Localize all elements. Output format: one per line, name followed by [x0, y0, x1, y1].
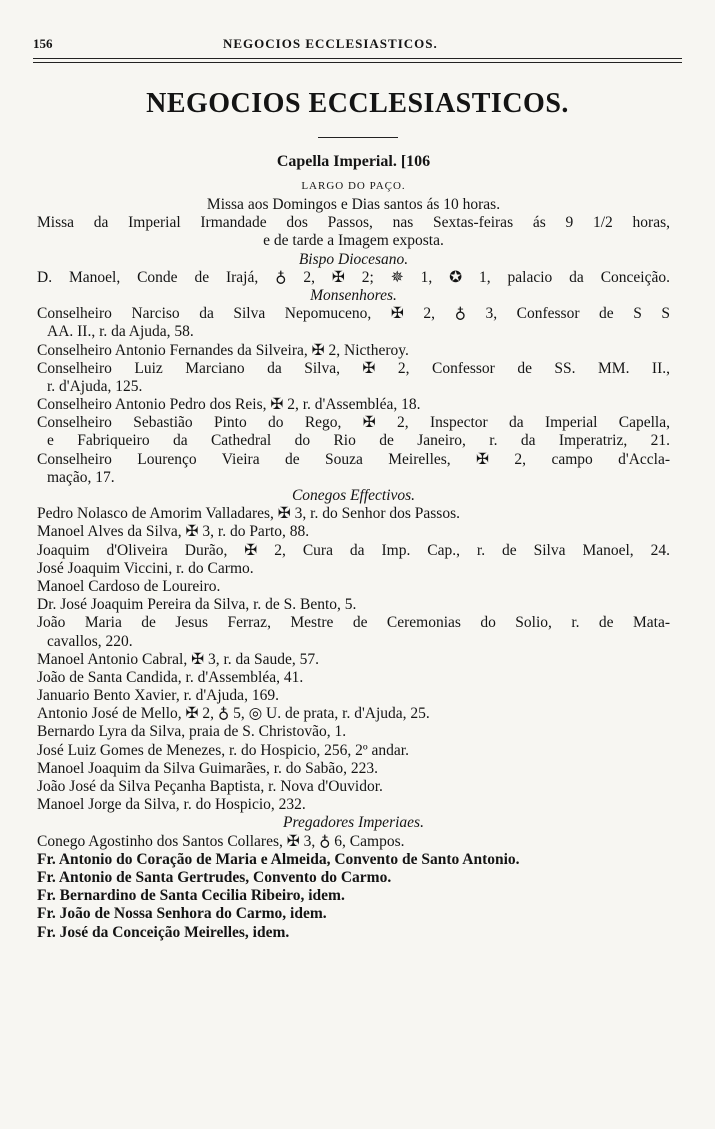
text-line: Fr. Antonio do Coração de Maria e Almeida, Convento de Santo Antonio. [37, 850, 520, 868]
running-title: NEGOCIOS ECCLESIASTICOS. [223, 36, 438, 51]
running-header [33, 36, 682, 56]
text-line: Conego Agostinho dos Santos Collares, ✠ 3, ♁ 6, Campos. [37, 832, 405, 850]
text-line: Conselheiro Lourenço Vieira de Souza Meirelles, ✠ 2, campo d'Accla- [37, 450, 670, 468]
text-line: Bernardo Lyra da Silva, praia de S. Christovão, 1. [37, 723, 347, 741]
text-line: r. d'Ajuda, 125. [47, 377, 143, 395]
subheading-conegos: Conegos Effectivos. [291, 487, 416, 504]
text-line: Fr. Antonio de Santa Gertrudes, Convento do Carmo. [37, 868, 392, 886]
text-line: mação, 17. [47, 468, 115, 486]
text-line: e Fabriqueiro da Cathedral do Rio de Janeiro, r. da Imperatriz, 21. [47, 432, 670, 450]
text-line: João de Santa Candida, r. d'Assembléa, 41. [37, 668, 304, 686]
text-line: Fr. Bernardino de Santa Cecilia Ribeiro, idem. [37, 887, 345, 905]
text-line: D. Manoel, Conde de Irajá, ♁ 2, ✠ 2; ✵ 1, ✪ 1, palacio da Conceição. [37, 268, 670, 286]
text-line: Missa da Imperial Irmandade dos Passos, nas Sextas-feiras ás 9 1/2 horas, [37, 214, 670, 232]
text-line: Manoel Alves da Silva, ✠ 3, r. do Parto, 88. [37, 523, 310, 541]
text-line: Conselheiro Narciso da Silva Nepomuceno, ✠ 2, ♁ 3, Confessor de S S [37, 305, 670, 323]
subheading-monsenhores: Monsenhores. [310, 286, 397, 304]
section-name: Capella Imperial. [106 [276, 153, 431, 170]
text-line: Conselheiro Luiz Marciano da Silva, ✠ 2, Confessor de SS. MM. II., [37, 359, 670, 377]
text-line: Manoel Antonio Cabral, ✠ 3, r. da Saude, 57. [37, 650, 320, 668]
text-line: e de tarde a Imagem exposta. [263, 232, 444, 250]
text-line: João Maria de Jesus Ferraz, Mestre de Ceremonias do Solio, r. de Mata- [37, 614, 670, 632]
header-rule-thin [33, 62, 682, 63]
text-line: Conselheiro Sebastião Pinto do Rego, ✠ 2, Inspector da Imperial Capella, [37, 414, 670, 432]
text-line: José Luiz Gomes de Menezes, r. do Hospicio, 256, 2º andar. [37, 741, 409, 759]
text-line: Manoel Cardoso de Loureiro. [37, 577, 221, 595]
text-line: Pedro Nolasco de Amorim Valladares, ✠ 3, r. do Senhor dos Passos. [37, 505, 460, 523]
section-location: LARGO DO PAÇO. [301, 180, 406, 192]
subheading-bispo: Bispo Diocesano. [298, 250, 409, 268]
text-line: Januario Bento Xavier, r. d'Ajuda, 169. [37, 687, 279, 705]
text-line: Dr. José Joaquim Pereira da Silva, r. de S. Bento, 5. [37, 596, 357, 614]
text-line: Antonio José de Mello, ✠ 2, ♁ 5, ◎ U. de prata, r. d'Ajuda, 25. [37, 705, 430, 723]
text-line: Missa aos Domingos e Dias santos ás 10 horas. [206, 196, 501, 213]
text-line: AA. II., r. da Ajuda, 58. [47, 323, 194, 341]
text-line: José Joaquim Viccini, r. do Carmo. [37, 559, 254, 577]
title-rule [318, 137, 398, 138]
text-line: Manoel Jorge da Silva, r. do Hospicio, 232. [37, 796, 306, 814]
text-line: Fr. José da Conceição Meirelles, idem. [37, 923, 290, 941]
subheading-pregadores: Pregadores Imperiaes. [283, 814, 424, 832]
page-number: 156 [33, 36, 53, 51]
text-line: Fr. João de Nossa Senhora do Carmo, idem. [37, 905, 327, 923]
text-line: Joaquim d'Oliveira Durão, ✠ 2, Cura da Imp. Cap., r. de Silva Manoel, 24. [37, 541, 670, 559]
text-line: Conselheiro Antonio Pedro dos Reis, ✠ 2, r. d'Assembléa, 18. [37, 396, 421, 414]
text-line: Conselheiro Antonio Fernandes da Silveira, ✠ 2, Nictheroy. [37, 341, 409, 359]
text-line: cavallos, 220. [47, 632, 133, 650]
text-line: Manoel Joaquim da Silva Guimarães, r. do Sabão, 223. [37, 759, 378, 777]
body-text [37, 148, 670, 942]
header-rule [33, 58, 682, 59]
text-line: João José da Silva Peçanha Baptista, r. Nova d'Ouvidor. [37, 778, 383, 795]
page-title: NEGOCIOS ECCLESIASTICOS. [146, 88, 569, 119]
